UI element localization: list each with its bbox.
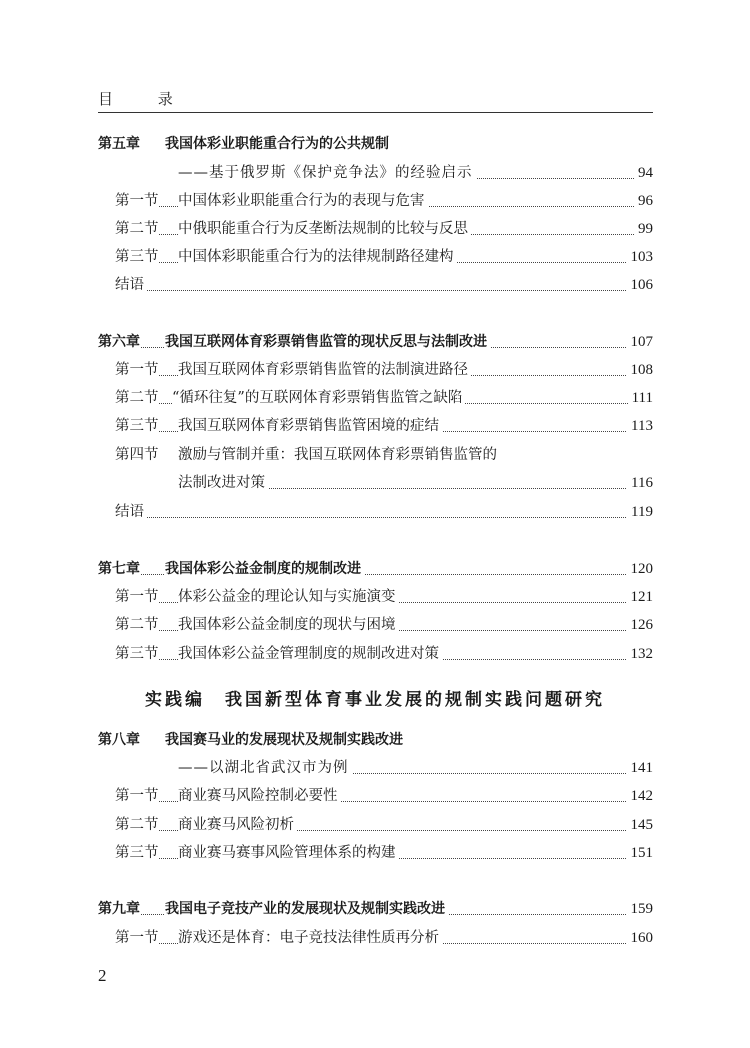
section-number: 第二节: [115, 814, 159, 836]
page-number: 108: [627, 359, 654, 381]
toc-section[interactable]: [0, 246, 750, 268]
chapter-number: 第九章: [98, 898, 140, 920]
toc-section[interactable]: [0, 359, 750, 381]
toc-chapter-9[interactable]: [0, 898, 750, 920]
page-number: 116: [627, 472, 653, 494]
toc-section[interactable]: [0, 387, 750, 409]
section-title: 商业赛马风险初析: [178, 814, 297, 836]
section-title: 中国体彩业职能重合行为的表现与危害: [178, 190, 428, 212]
toc-chapter-8-subtitle[interactable]: [0, 757, 750, 779]
toc-section[interactable]: [0, 614, 750, 636]
page-number: 142: [627, 785, 654, 807]
toc-section[interactable]: [0, 415, 750, 437]
page-number: 145: [627, 814, 654, 836]
chapter-title: 我国体彩业职能重合行为的公共规制: [165, 133, 392, 155]
toc-chapter-5-subtitle[interactable]: [0, 162, 750, 184]
section-number: 第一节: [115, 927, 159, 949]
conclusion-label: 结语: [115, 274, 147, 296]
section-number: 第三节: [115, 643, 159, 665]
page-number: 126: [627, 614, 654, 636]
page-number: 160: [627, 927, 654, 949]
section-title: 商业赛马赛事风险管理体系的构建: [178, 842, 399, 864]
section-number: 第一节: [115, 359, 159, 381]
page-number: 121: [627, 586, 654, 608]
chapter-title: 我国赛马业的发展现状及规制实践改进: [165, 729, 406, 751]
section-title: 我国互联网体育彩票销售监管的法制演进路径: [178, 359, 471, 381]
toc-chapter-7[interactable]: [0, 558, 750, 580]
page-number: 111: [628, 387, 653, 409]
page-number: 151: [627, 842, 654, 864]
chapter-subtitle: ——基于俄罗斯《保护竞争法》的经验启示: [178, 162, 476, 184]
dot-leader: [115, 495, 652, 518]
section-number: 第三节: [115, 415, 159, 437]
chapter-title: 我国互联网体育彩票销售监管的现状反思与法制改进: [165, 331, 490, 353]
toc-section[interactable]: [0, 814, 750, 836]
toc-conclusion[interactable]: [0, 274, 750, 296]
toc-section[interactable]: [0, 190, 750, 212]
toc-section[interactable]: [0, 586, 750, 608]
section-title: “循环往复”的互联网体育彩票销售监管之缺陷: [172, 387, 465, 409]
toc-section[interactable]: [0, 643, 750, 665]
toc-section[interactable]: [0, 927, 750, 949]
section-title: 商业赛马风险控制必要性: [178, 785, 341, 807]
toc-conclusion[interactable]: [0, 501, 750, 523]
page-number: 159: [627, 898, 654, 920]
conclusion-label: 结语: [115, 501, 147, 523]
section-title: 我国体彩公益金管理制度的规制改进对策: [178, 643, 442, 665]
page-number: 103: [627, 246, 654, 268]
section-title: 体彩公益金的理论认知与实施演变: [178, 586, 399, 608]
section-title: 游戏还是体育：电子竞技法律性质再分析: [178, 927, 442, 949]
section-number: 第三节: [115, 842, 159, 864]
toc-section[interactable]: [0, 218, 750, 240]
page-number: 107: [627, 331, 654, 353]
chapter-number: 第五章: [98, 136, 140, 152]
toc-section[interactable]: [0, 842, 750, 864]
page-number: 120: [627, 558, 654, 580]
chapter-title: 我国体彩公益金制度的规制改进: [165, 558, 364, 580]
section-number: 第一节: [115, 785, 159, 807]
page-number: 113: [627, 415, 653, 437]
chapter-number: 第六章: [98, 331, 140, 353]
header-rule: [98, 112, 653, 113]
part-heading: 实践编 我国新型体育事业发展的规制实践问题研究: [145, 690, 605, 710]
section-title: 中俄职能重合行为反垄断法规制的比较与反思: [178, 218, 471, 240]
section-number: 第二节: [115, 387, 159, 409]
dot-leader: [115, 268, 652, 291]
section-number: 第三节: [115, 246, 159, 268]
section-title-continued: 法制改进对策: [178, 472, 268, 494]
page-number: 106: [627, 274, 654, 296]
page-number: 94: [634, 162, 653, 184]
page-number: 141: [627, 757, 654, 779]
section-title: 我国体彩公益金制度的现状与困境: [178, 614, 399, 636]
chapter-number: 第七章: [98, 558, 140, 580]
toc-chapter-8[interactable]: [0, 729, 750, 751]
toc-chapter-6[interactable]: [0, 331, 750, 353]
section-number: 第二节: [115, 614, 159, 636]
chapter-subtitle: ——以湖北省武汉市为例: [178, 757, 352, 779]
section-title: 激励与管制并重：我国互联网体育彩票销售监管的: [178, 444, 500, 466]
page-number: 99: [634, 218, 653, 240]
toc-chapter-5[interactable]: [0, 133, 750, 155]
toc-section[interactable]: [0, 785, 750, 807]
section-number: 第一节: [115, 586, 159, 608]
section-number: 第二节: [115, 218, 159, 240]
section-title: 中国体彩职能重合行为的法律规制路径建构: [178, 246, 457, 268]
section-number: 第一节: [115, 190, 159, 212]
header-title: 目 录: [98, 90, 193, 108]
chapter-number: 第八章: [98, 732, 140, 748]
toc-section-continued[interactable]: [0, 472, 750, 494]
page-folio: 2: [98, 966, 107, 985]
page-number: 119: [627, 501, 653, 523]
toc-section[interactable]: [0, 444, 750, 466]
section-number: 第四节: [115, 447, 159, 463]
chapter-title: 我国电子竞技产业的发展现状及规制实践改进: [165, 898, 448, 920]
page-number: 96: [634, 190, 653, 212]
page-number: 132: [627, 643, 654, 665]
section-title: 我国互联网体育彩票销售监管困境的症结: [178, 415, 442, 437]
